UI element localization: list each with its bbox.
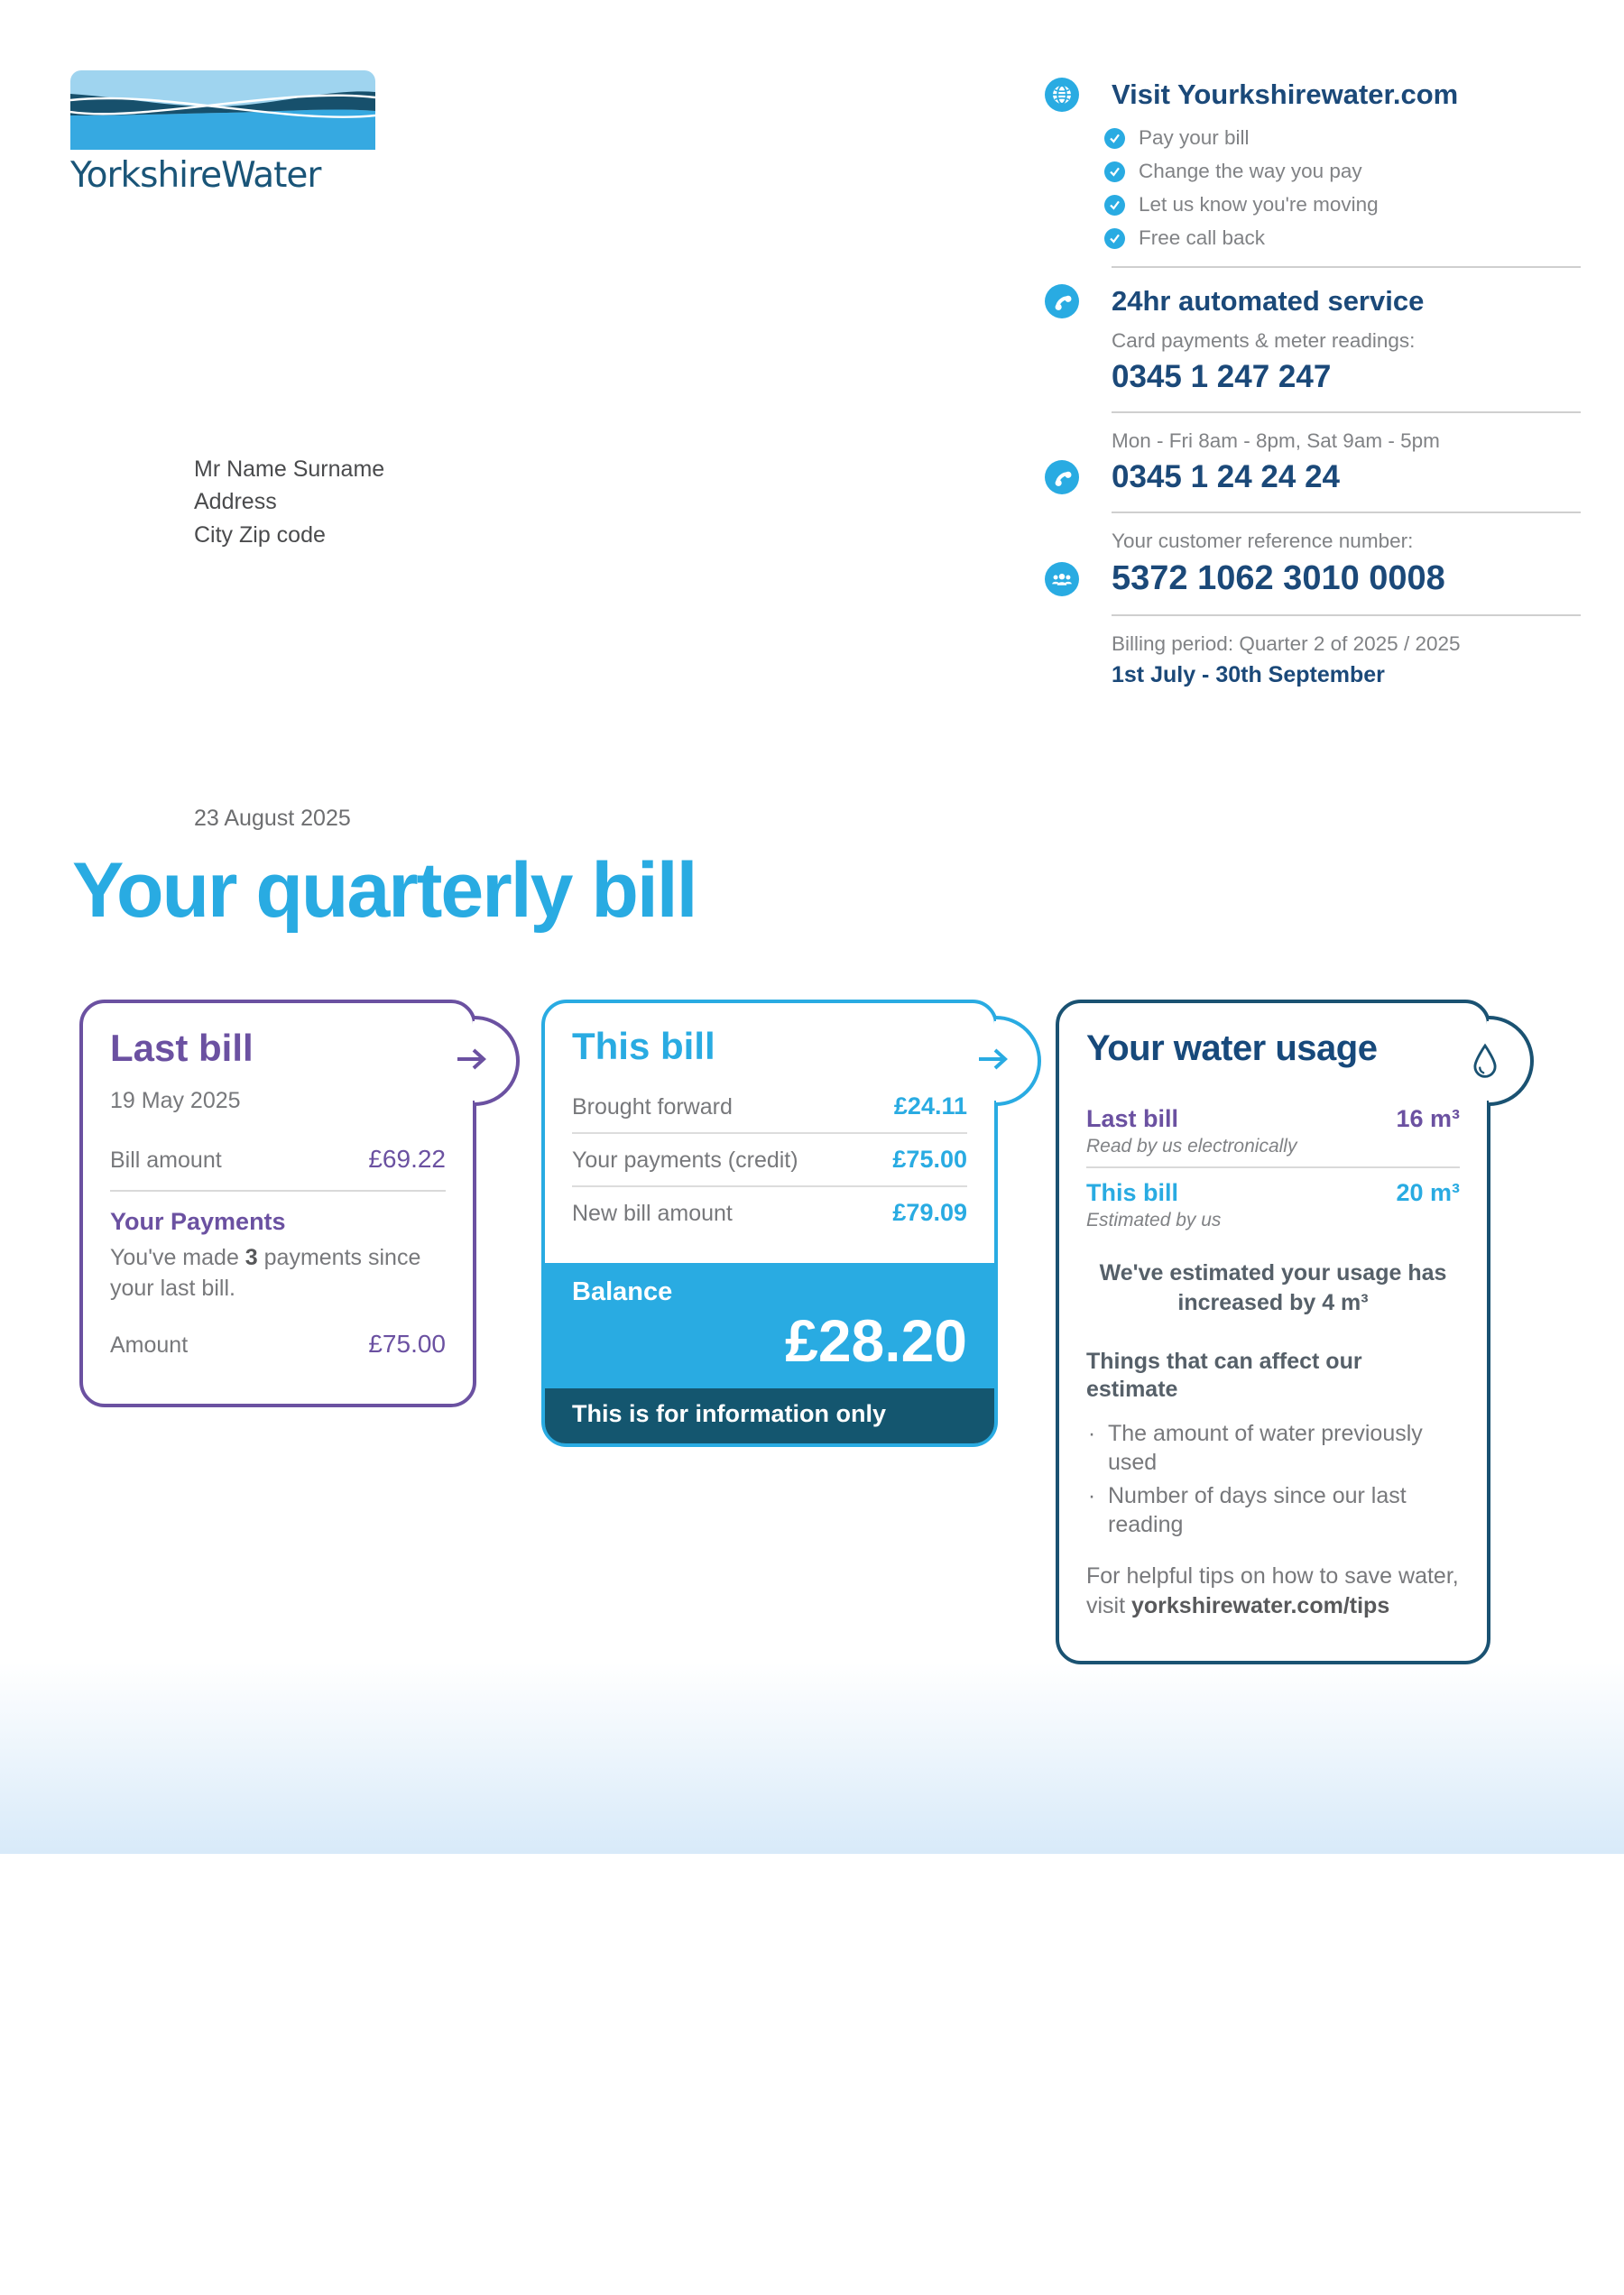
water-usage-card bbox=[1056, 1000, 1490, 1664]
hours-phone-number: 0345 1 24 24 24 bbox=[1112, 459, 1341, 494]
payments-note: You've made 3 payments since your last bill. bbox=[110, 1245, 421, 1301]
list-item-text: The amount of water previously used bbox=[1108, 1420, 1423, 1475]
bullet-icon: · bbox=[1087, 1420, 1096, 1446]
logo-waves-icon bbox=[70, 70, 375, 150]
hours-phone-row bbox=[1045, 459, 1581, 495]
divider bbox=[1086, 1166, 1460, 1168]
reference-sub: Your customer reference number: bbox=[1112, 530, 1414, 552]
usage-last-bill-row bbox=[1086, 1105, 1460, 1133]
table-row bbox=[572, 1185, 967, 1239]
bill-date: 23 August 2025 bbox=[194, 806, 351, 831]
page-title: Your quarterly bill bbox=[72, 847, 697, 934]
balance-section bbox=[545, 1263, 994, 1388]
amount-label: Amount bbox=[110, 1332, 189, 1358]
this-bill-rows bbox=[545, 1072, 994, 1239]
row-label: Brought forward bbox=[572, 1094, 733, 1120]
last-bill-card bbox=[79, 1000, 476, 1407]
automated-header bbox=[1045, 284, 1581, 318]
payments-count: 3 bbox=[245, 1245, 258, 1270]
check-icon bbox=[1104, 161, 1125, 182]
check-item-label: Pay your bill bbox=[1139, 126, 1250, 149]
amount-value: £75.00 bbox=[368, 1329, 446, 1358]
water-usage-heading: Your water usage bbox=[1086, 1028, 1378, 1068]
check-item-label: Free call back bbox=[1139, 226, 1266, 249]
usage-this-bill-row bbox=[1086, 1179, 1460, 1207]
usage-estimate-message: We've estimated your usage has increased by 4 m³ bbox=[1099, 1260, 1447, 1315]
address-line: City Zip code bbox=[194, 521, 326, 548]
check-item[interactable] bbox=[1104, 193, 1581, 217]
usage-last-bill-value: 16 m³ bbox=[1396, 1105, 1460, 1132]
row-value: £24.11 bbox=[893, 1092, 967, 1120]
row-value: £75.00 bbox=[892, 1146, 967, 1173]
usage-this-bill-value: 20 m³ bbox=[1396, 1179, 1460, 1206]
visit-checklist bbox=[1104, 126, 1581, 250]
recipient-address bbox=[194, 453, 384, 551]
visit-heading[interactable]: Visit Yourkshirewater.com bbox=[1112, 78, 1459, 110]
list-item bbox=[1086, 1481, 1460, 1540]
visit-header bbox=[1045, 78, 1581, 112]
last-bill-date: 19 May 2025 bbox=[110, 1088, 241, 1113]
usage-last-bill-label: Last bill bbox=[1086, 1105, 1179, 1132]
table-row bbox=[572, 1081, 967, 1132]
contact-panel bbox=[1045, 78, 1581, 688]
amount-row bbox=[110, 1330, 446, 1359]
arrow-right-icon bbox=[455, 1046, 489, 1076]
bullet-icon: · bbox=[1087, 1482, 1096, 1508]
table-row bbox=[572, 1132, 967, 1185]
usage-this-bill-note: Estimated by us bbox=[1086, 1210, 1222, 1230]
bill-amount-row bbox=[110, 1145, 446, 1174]
divider bbox=[1112, 266, 1581, 268]
brand-name: YorkshireWater bbox=[70, 155, 321, 196]
balance-amount: £28.20 bbox=[785, 1307, 967, 1375]
check-item-label: Change the way you pay bbox=[1139, 160, 1362, 182]
reference-row bbox=[1045, 559, 1581, 598]
logo bbox=[70, 70, 377, 196]
check-item[interactable] bbox=[1104, 160, 1581, 183]
arrow-right-icon bbox=[976, 1046, 1010, 1076]
check-icon bbox=[1104, 195, 1125, 216]
opening-hours: Mon - Fri 8am - 8pm, Sat 9am - 5pm bbox=[1112, 429, 1440, 452]
phone-icon bbox=[1045, 284, 1079, 318]
address-line: Address bbox=[194, 489, 277, 515]
balance-label: Balance bbox=[572, 1277, 673, 1307]
row-label: New bill amount bbox=[572, 1201, 733, 1226]
check-item[interactable] bbox=[1104, 226, 1581, 250]
automated-phone-number: 0345 1 247 247 bbox=[1112, 359, 1332, 394]
your-payments-heading: Your Payments bbox=[110, 1208, 286, 1235]
footer-gradient-band bbox=[0, 1663, 1624, 1854]
people-icon bbox=[1045, 562, 1079, 596]
list-item-text: Number of days since our last reading bbox=[1108, 1482, 1407, 1537]
divider bbox=[1112, 512, 1581, 513]
billing-period-label: Billing period: Quarter 2 of 2025 / 2025 bbox=[1112, 632, 1461, 655]
check-item-label: Let us know you're moving bbox=[1139, 193, 1379, 216]
divider bbox=[110, 1190, 446, 1192]
globe-icon bbox=[1045, 78, 1079, 112]
usage-this-bill-label: This bill bbox=[1086, 1179, 1179, 1206]
automated-sub: Card payments & meter readings: bbox=[1112, 329, 1416, 352]
address-line: Mr Name Surname bbox=[194, 456, 385, 482]
list-item bbox=[1086, 1419, 1460, 1478]
check-icon bbox=[1104, 228, 1125, 249]
tips-link[interactable]: yorkshirewater.com/tips bbox=[1131, 1593, 1390, 1619]
tips-text: For helpful tips on how to save water, visit yorkshirewater.com/tips bbox=[1086, 1562, 1459, 1619]
phone-icon bbox=[1045, 460, 1079, 494]
billing-period-range: 1st July - 30th September bbox=[1112, 662, 1385, 687]
row-value: £79.09 bbox=[892, 1199, 967, 1226]
bill-amount-label: Bill amount bbox=[110, 1148, 222, 1173]
affect-heading: Things that can affect our estimate bbox=[1086, 1349, 1362, 1403]
this-bill-card bbox=[541, 1000, 998, 1447]
this-bill-heading: This bill bbox=[572, 1025, 715, 1067]
automated-heading: 24hr automated service bbox=[1112, 285, 1425, 317]
bill-amount-value: £69.22 bbox=[368, 1145, 446, 1173]
customer-reference-number: 5372 1062 3010 0008 bbox=[1112, 559, 1445, 597]
divider bbox=[1112, 614, 1581, 616]
check-icon bbox=[1104, 128, 1125, 149]
info-only-banner: This is for information only bbox=[545, 1388, 994, 1443]
check-item[interactable] bbox=[1104, 126, 1581, 150]
usage-last-bill-note: Read by us electronically bbox=[1086, 1136, 1297, 1157]
row-label: Your payments (credit) bbox=[572, 1148, 798, 1173]
last-bill-heading: Last bill bbox=[110, 1027, 254, 1069]
divider bbox=[1112, 411, 1581, 413]
water-drop-icon bbox=[1471, 1043, 1499, 1083]
